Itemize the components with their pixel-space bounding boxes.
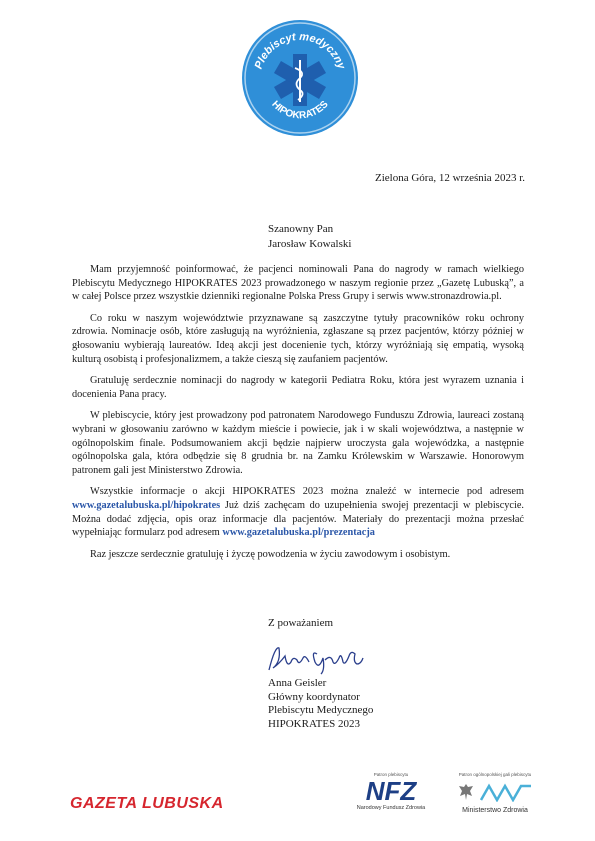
paragraph-2: Co roku w naszym województwie przyznawane są zaszczytne tytuły pracowników roku ochrony zdrowia. Nominacje osób, które zasługują na wyróżnienia, zgłaszane są przez pacjentów, którzy później w głosowaniu wybierają laureatów. Ideą akcji jest docenienie tych, którzy wyróżniają się empatią, wysoką kulturą osobistą i profesjonalizmem, a także cieszą się zaufaniem pacjentów. <box>72 312 524 365</box>
paragraph-5-text-a: Wszystkie informacje o akcji HIPOKRATES 2023 można znaleźć w internecie pod adresem <box>90 486 524 498</box>
paragraph-5-text-b: Już dziś zachęcam do uzupełnienia swojej prezentacji w plebiscycie. Można dodać zdjęcia, opis oraz informacje dla pacjentów. Materiały do prezentacji można przesłać wypełniając formularz pod adresem <box>72 499 524 539</box>
nfz-mark: NFZ <box>365 776 417 806</box>
signer-event: HIPOKRATES 2023 <box>268 717 360 730</box>
signer-org: Plebiscytu Medycznego <box>268 704 374 716</box>
signer-block <box>268 677 373 731</box>
handwritten-signature <box>265 640 375 680</box>
letter-date: Zielona Góra, 12 września 2023 r. <box>375 172 525 184</box>
paragraph-3: Gratuluję serdecznie nominacji do nagrody w kategorii Pediatra Roku, która jest wyrazem uznania i docenienia Pana pracy. <box>72 375 524 400</box>
mz-caption: Patron ogólnopolskiej gali plebiscytu <box>458 772 532 777</box>
ministerstwo-zdrowia-logo <box>445 772 545 814</box>
paragraph-6: Raz jeszcze serdecznie gratuluję i życzę powodzenia w życiu zawodowym i osobistym. <box>90 548 451 560</box>
logo-top-text: Plebiscyt medyczny <box>252 30 348 71</box>
signer-name: Anna Geisler <box>268 677 327 689</box>
letter-body <box>72 263 524 569</box>
closing-phrase: Z poważaniem <box>268 617 334 629</box>
gazeta-lubuska-logo: GAZETA LUBUSKA <box>70 795 224 812</box>
logo-bottom-text: HIPOKRATES <box>269 98 331 122</box>
paragraph-5 <box>72 485 524 539</box>
hipokrates-logo <box>240 18 360 138</box>
paragraph-1: Mam przyjemność poinformować, że pacjenci nominowali Pana do nagrody w ramach wielkiego Plebiscytu Medycznego HIPOKRATES 2023 prowadzonego w naszym regionie przez „Gazetę Lubuską”, a w całej Polsce przez wszystkie dzienniki regionalne Polska Press Grupy i serwis www.stronazdrowia.pl. <box>72 264 524 303</box>
mz-wave-icon <box>479 782 533 802</box>
salutation: Szanowny Pan <box>268 223 334 235</box>
recipient-name: Jarosław Kowalski <box>268 238 352 250</box>
recipient-block <box>268 222 351 252</box>
mz-subtitle: Ministerstwo Zdrowia <box>462 807 528 814</box>
signer-role: Główny koordynator <box>268 690 360 703</box>
nfz-subtitle: Narodowy Fundusz Zdrowia <box>356 805 426 811</box>
nfz-logo <box>345 772 437 811</box>
nfz-caption: Patron plebiscytu <box>373 772 409 777</box>
prezentacja-link[interactable]: www.gazetalubuska.pl/prezentacja <box>222 527 375 539</box>
paragraph-4: W plebiscycie, który jest prowadzony pod patronatem Narodowego Funduszu Zdrowia, laureaci zostaną wybrani w głosowaniu zarówno w każdym mieście i powiecie, jak i w skali województwa, a następnie w ogólnopolskim finale. Podsumowaniem akcji będzie najpierw uroczysta gala wojewódzka, a następnie ogólnopolska gala, która odbędzie się 8 grudnia br. na Zamku Królewskim w Warszawie. Honorowym patronem gali jest Ministerstwo Zdrowia. <box>72 410 524 476</box>
eagle-emblem-icon <box>457 782 475 802</box>
hipokrates-link[interactable]: www.gazetalubuska.pl/hipokrates <box>72 499 221 511</box>
